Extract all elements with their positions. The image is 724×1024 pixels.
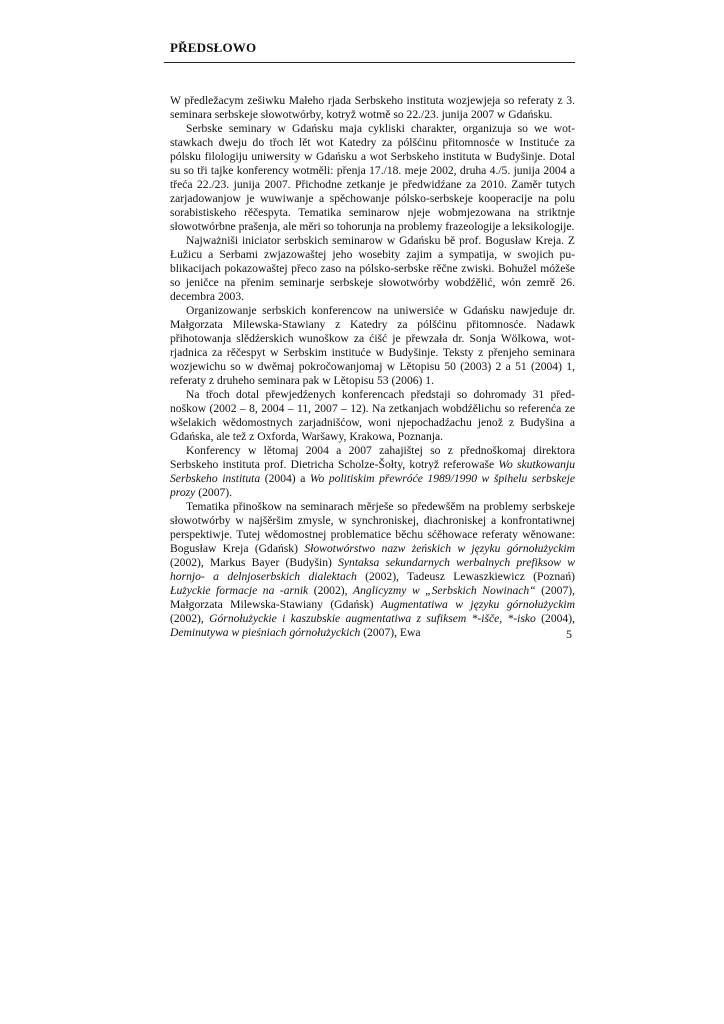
- text-run: (2007).: [195, 486, 233, 499]
- text-run: (2002),: [170, 612, 210, 625]
- text-run: Najważniši iniciator serbskich seminarow w Gdańsku bě prof. Bogusław Kreja. Z Łužicu a Serbami zwjazowaštej jeho wosebity zajim a sympatija, w swojich publikacijach pokazowaštej přeco zaso na pólsko-serbske rěčne zwiski. Bohužel móžeše so jeničce na přenim seminarje serbskeje słowotwórby wobdźělić, wón zemrě 26. decembra 2003.: [170, 234, 575, 303]
- text-run: Serbske seminary w Gdańsku maja cykliski charakter, organizuja so we wotstawkach dweju do třoch lět wot Katedry za pólšćinu přitomnosće w Instituće za pólsku filologiju uniwersity w Gdańsku a wot Serbskeho instituta w Budyšinje. Dotal su so tři tajke konferency wotměli: přenja 17./18. meje 2002, druha 4./5. junija 2004 a třeća 22./23. junija 2007. Přichodne zetkanje je předwidźane za 2010. Zaměr tutych zarjadowanjow je wuwiwanje a spěchowanje pólsko-serbskeje kooperacije na polu sorabistiskeho rěčespyta. Tematika seminarow njeje wobmjezowana na striktnje słowotwórbne prašenja, ale měri so tohorunja na problemy frazeologije a leksikologije.: [170, 122, 575, 233]
- text-run: (2007), Małgorzata Milewska-Stawiany (Gdańsk): [170, 584, 575, 611]
- paragraph: [170, 388, 575, 444]
- paragraph: [170, 234, 575, 304]
- text-run: Na třoch dotal přewjedźenych konferencach předstaji so dohromady 31 přednoškow (2002 – 8, 2004 – 11, 2007 – 12). Na zetkanjach wobdźělichu so referenća ze wšelakich wědomostnych zarjadnišćow, woni njepochadźachu jenož z Budyšina a Gdańska, ale tež z Oxforda, Waršawy, Krakowa, Poznanja.: [170, 388, 575, 443]
- italic-title: Słowotwórstwo nazw żeńskich w języku górnołużyckim: [304, 542, 575, 555]
- text-run: (2002), Markus Bayer (Budyšin): [170, 556, 339, 569]
- text-run: Konferency w lětomaj 2004 a 2007 zahajištej so z přednoškomaj direktora Serbskeho instituta prof. Dietricha Scholze-Šołty, kotryž referowaše: [170, 444, 575, 471]
- italic-title: Wo skutkowanju Serbskeho instituta: [170, 458, 575, 485]
- italic-title: Górnołużyckie i kaszubskie augmentatiwa z sufiksem *-išče, *-isko: [209, 612, 536, 625]
- page-header-title: PŘEDSŁOWO: [170, 40, 257, 55]
- paragraph: [170, 444, 575, 500]
- body-text: [170, 94, 575, 640]
- text-run: (2004) a: [260, 472, 310, 485]
- header-divider: [164, 62, 575, 63]
- text-run: (2002),: [308, 584, 354, 597]
- paragraph: [170, 304, 575, 388]
- italic-title: Wo politiskim přewróće 1989/1990 w špihelu serbskeje prozy: [170, 472, 575, 499]
- page-number: 5: [566, 627, 572, 641]
- italic-title: Syntaksa sekundarnych werbalnych prefiksow w hornjo- a delnjoserbskich dialektach: [170, 556, 575, 583]
- italic-title: Deminutywa w pieśniach górnołużyckich: [170, 626, 361, 639]
- paragraph: [170, 94, 575, 122]
- text-run: (2004),: [535, 612, 575, 625]
- paragraph: [170, 122, 575, 234]
- text-run: Organizowanje serbskich konferencow na uniwersiće w Gdańsku nawjeduje dr. Małgorzata Milewska-Stawiany z Katedry za pólšćinu přitomnosće. Nadawk přihotowanja slědźerskich wunoškow za ćišć je přewzała dr. Sonja Wölkowa, wotrjadnica za rěčespyt w Serbskim instituće w Budyšinje. Teksty z přenjeho seminara wozjewichu so w dwěmaj pokročowanjomaj w Lětopisu 50 (2003) 2 a 51 (2004) 1, referaty z druheho seminara pak w Lětopisu 53 (2006) 1.: [170, 304, 575, 387]
- text-run: Tematika přinoškow na seminarach měrješe so předewšěm na problemy serbskeje słowotwórby w najšěršim zmysle, w synchroniskej, diachroniskej a konfrontatiwnej perspektiwje. Tutej wědomostnej problematice běchu sćěhowace referaty wěnowane: Bogusław Kreja (Gdańsk): [170, 500, 575, 555]
- italic-title: Anglicyzmy w „Serbskich Nowinach“: [353, 584, 536, 597]
- italic-title: Augmentatiwa w języku górnołużyckim: [380, 598, 575, 611]
- paragraph: [170, 500, 575, 640]
- text-run: (2007), Ewa: [360, 626, 421, 639]
- italic-title: Łużyckie formacje na -arnik: [170, 584, 309, 597]
- text-run: (2002), Tadeusz Lewaszkiewicz (Poznań): [356, 570, 575, 583]
- text-run: W předležacym zešiwku Małeho rjada Serbskeho instituta wozjewjeja so referaty z 3. seminara serbskeje słowotwórby, kotryž wotmě so 22./23. junija 2007 w Gdańsku.: [170, 94, 575, 121]
